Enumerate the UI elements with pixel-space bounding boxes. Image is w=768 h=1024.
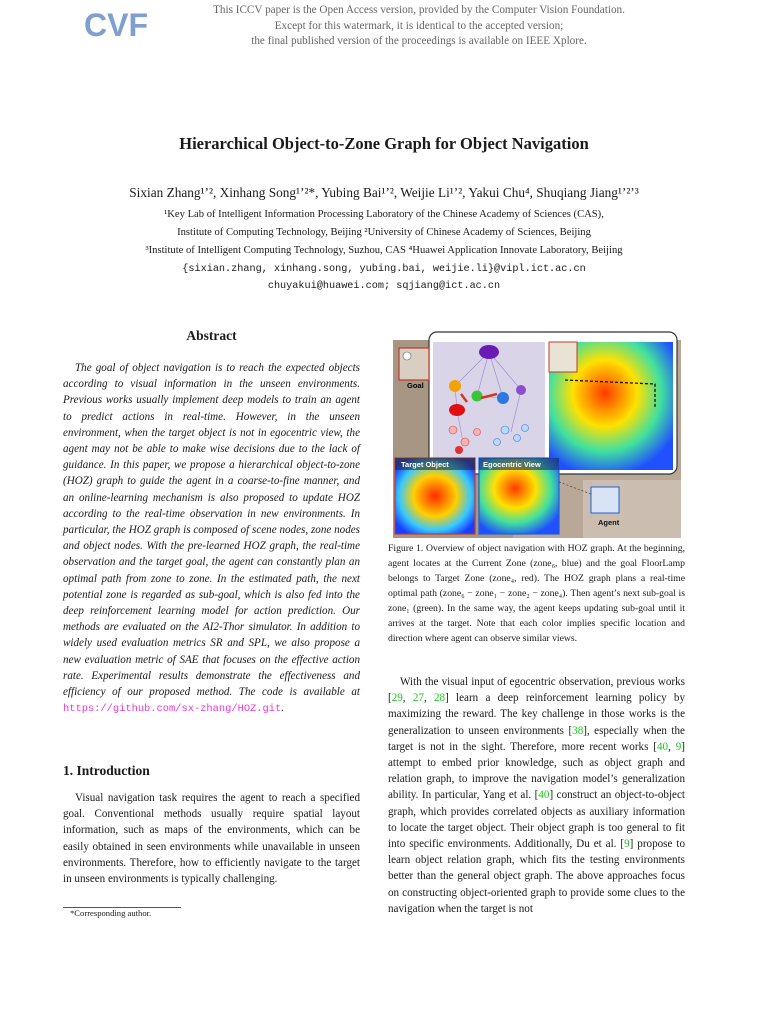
abstract-end: .: [281, 702, 285, 715]
zone-node: [497, 392, 509, 404]
watermark-line: This ICCV paper is the Open Access version, provided by the Computer Vision Foundation.: [213, 4, 625, 16]
zone-node: [449, 380, 461, 392]
citation-link[interactable]: 29: [391, 692, 403, 705]
watermark-line: Except for this watermark, it is identical to the accepted version;: [274, 19, 564, 32]
object-node: [514, 435, 521, 442]
goal-icon: [403, 352, 411, 360]
cvf-logo-text: CVF: [84, 7, 148, 43]
body-text: ,: [423, 692, 434, 705]
abstract-text: [63, 360, 360, 717]
body-text: With the visual input of egocentric observation, previous works [: [388, 676, 685, 705]
abstract-body: The goal of object navigation is to reach the expected objects according to visual information in the unseen environments. Previous works usually implement deep models to train an agent to predict actions in real-time. However, in the unseen environment, when the target object is not in egocentric view, the agent may not be able to make wise decisions due to the lack of guidance. In this paper, we propose a hierarchical object-to-zone (HOZ) graph to guide the agent in a coarse-to-fine manner, and an online-learning mechanism is also proposed to update HOZ according to the real-time observation in new environments. In particular, the HOZ graph is composed of scene nodes, zone nodes and object nodes. With the pre-learned HOZ graph, the real-time observation and the target goal, the agent can constantly plan an optimal path from zone to zone. In the estimated path, the next potential zone is regarded as sub-goal, which is also fed into the deep reinforcement learning model for action prediction. Our methods are evaluated on the AI2-Thor simulator. In addition to widely used evaluation metrics SR and SPL, we also propose a new evaluation metric of SAE that focuses on the effective action rate. Experimental results demonstrate the effectiveness and efficiency of our proposed method. The code is available at: [63, 362, 360, 699]
target-zone-node: [449, 404, 465, 416]
email-line: {sixian.zhang, xinhang.song, yubing.bai, weijie.li}@vipl.ict.ac.cn: [182, 264, 586, 275]
affiliation-line: ¹Key Lab of Intelligent Information Processing Laboratory of the Chinese Academy of Sciences (CAS),: [164, 209, 604, 220]
agent-thumbnail: [591, 487, 619, 513]
hoz-figure: [393, 330, 681, 538]
author-emails: [0, 261, 768, 295]
goal-thumbnail: [399, 348, 429, 380]
footnote: *Corresponding author.: [70, 908, 152, 918]
right-column-text: [388, 674, 685, 917]
body-text: ,: [668, 740, 676, 753]
body-text: ] propose to learn object relation graph, which fits the testing environments better than the general object graph. The above approaches focus on constructing object-oriented graph to provide some clues to the navigation when the target is not: [388, 838, 685, 915]
figure-caption: Figure 1. Overview of object navigation with HOZ graph. At the beginning, agent locates at the Current Zone (zone₆, blue) and the goal FloorLamp belongs to Target Zone (zone₄, red). The HOZ graph plans a real-time optimal path (zone₆ − zone₁ − zone₂ − zone₄). Then agent’s next sub-goal is zone₁ (green). In the same way, the agent keeps updating sub-goal until it arrives at the target. Note that each color implies specific location and direction where agent can observe similar views.: [388, 543, 685, 644]
citation-link[interactable]: 28: [433, 692, 446, 705]
body-text: ] learn a deep reinforcement learning policy by maximizing the reward. The key challenge in those works is the generalization to unseen environments [: [388, 692, 686, 737]
body-text: ,: [402, 692, 413, 705]
citation-link[interactable]: 38: [572, 724, 584, 737]
object-node: [474, 429, 481, 436]
zone-node: [472, 391, 483, 402]
watermark: [150, 3, 688, 50]
object-node: [494, 439, 501, 446]
cvf-logo: [84, 6, 148, 43]
affiliations: [0, 206, 768, 261]
object-node: [455, 446, 463, 454]
agent-label: Agent: [598, 518, 620, 527]
object-node: [461, 438, 469, 446]
citation-link[interactable]: 9: [675, 740, 682, 753]
email-line: chuyakui@huawei.com; sqjiang@ict.ac.cn: [267, 281, 501, 292]
zone-node: [516, 385, 526, 395]
citation-link[interactable]: 27: [412, 692, 424, 705]
author-list: Sixian Zhang¹ʼ², Xinhang Song¹ʼ²*, Yubing Bai¹ʼ², Weijie Li¹ʼ², Yakui Chu⁴, Shuqiang Jiang¹ʼ²ʼ³: [129, 185, 639, 200]
body-text: ], especially when the target is not in the sight. Therefore, more recent works [: [388, 724, 685, 753]
intro-heading: 1. Introduction: [63, 763, 150, 778]
object-node: [449, 426, 457, 434]
body-text: ] attempt to embed prior knowledge, such as object graph and relation graph, to improve the navigation model’s generalization ability. In particular, Yang et al. [: [388, 740, 685, 802]
graph-panel: [433, 342, 545, 470]
code-link[interactable]: https://github.com/sx-zhang/HOZ.git: [63, 703, 282, 716]
object-node: [501, 426, 509, 434]
scene-node: [479, 345, 499, 359]
watermark-line: the final published version of the proceedings is available on IEEE Xplore.: [251, 35, 587, 47]
citation-link[interactable]: 40: [657, 740, 669, 753]
target-object-label: Target Object: [401, 460, 449, 469]
paper-title: Hierarchical Object-to-Zone Graph for Object Navigation: [179, 134, 589, 153]
citation-link[interactable]: 40: [538, 789, 550, 802]
intro-text: Visual navigation task requires the agent to reach a specified goal. Conventional methods usually require spatial layout information, such as maps of the environments, which can be easily obtained in seen environments while unavailable in unseen environments. Therefore, how to efficiently navigate to the target in unseen environments is typically challenging.: [63, 792, 360, 886]
citation-link[interactable]: 9: [624, 838, 630, 851]
map-goal-thumb: [549, 342, 577, 372]
affiliation-line: ³Institute of Intelligent Computing Technology, Suzhou, CAS ⁴Huawei Application Innovate Laboratory, Beijing: [145, 245, 623, 257]
object-node: [522, 425, 529, 432]
affiliation-line: Institute of Computing Technology, Beijing ²University of Chinese Academy of Sciences, Beijing: [177, 227, 591, 239]
body-text: ] construct an object-to-object graph, which provides correlated objects as auxiliary information to locate the target object. Their object graph is too general to fit into specific environments. Additionally, Du et al. [: [388, 789, 685, 851]
goal-label: Goal: [407, 381, 424, 390]
abstract-heading: Abstract: [186, 328, 237, 343]
egocentric-view-label: Egocentric View: [483, 460, 541, 469]
